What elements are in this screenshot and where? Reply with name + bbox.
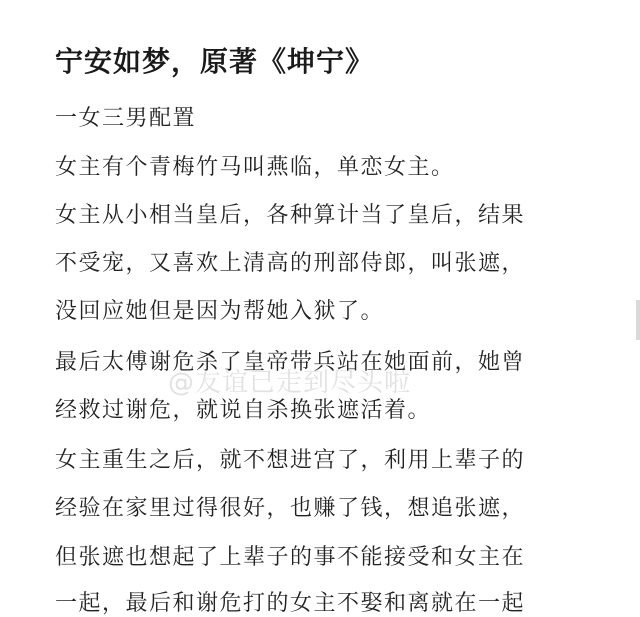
text-line-6: 最后太傅谢危杀了皇帝带兵站在她面前，她曾 [55,350,526,375]
text-line-7: 经救过谢危，就说自杀换张遮活着。 [55,398,432,423]
text-line-4: 不受宠，又喜欢上清高的刑部侍郎，叫张遮， [55,251,526,276]
text-line-3: 女主从小相当皇后，各种算计当了皇后，结果 [55,203,526,228]
text-line-8: 女主重生之后，就不想进宫了，利用上辈子的 [55,448,526,473]
text-line-9: 经验在家里过得很好，也赚了钱，想追张遮， [55,496,526,521]
text-line-2: 女主有个青梅竹马叫燕临，单恋女主。 [55,155,455,180]
text-line-5: 没回应她但是因为帮她入狱了。 [55,299,385,324]
page-title: 宁安如梦，原著《坤宁》 [55,45,375,78]
watermark: @友谊已走到尽头啦 [168,368,412,398]
text-line-1: 一女三男配置 [55,106,197,131]
text-line-10: 但张遮也想起了上辈子的事不能接受和女主在 [55,545,526,570]
edge-divider [636,300,640,340]
text-line-11: 一起，最后和谢危打的女主不娶和离就在一起 [55,591,526,616]
